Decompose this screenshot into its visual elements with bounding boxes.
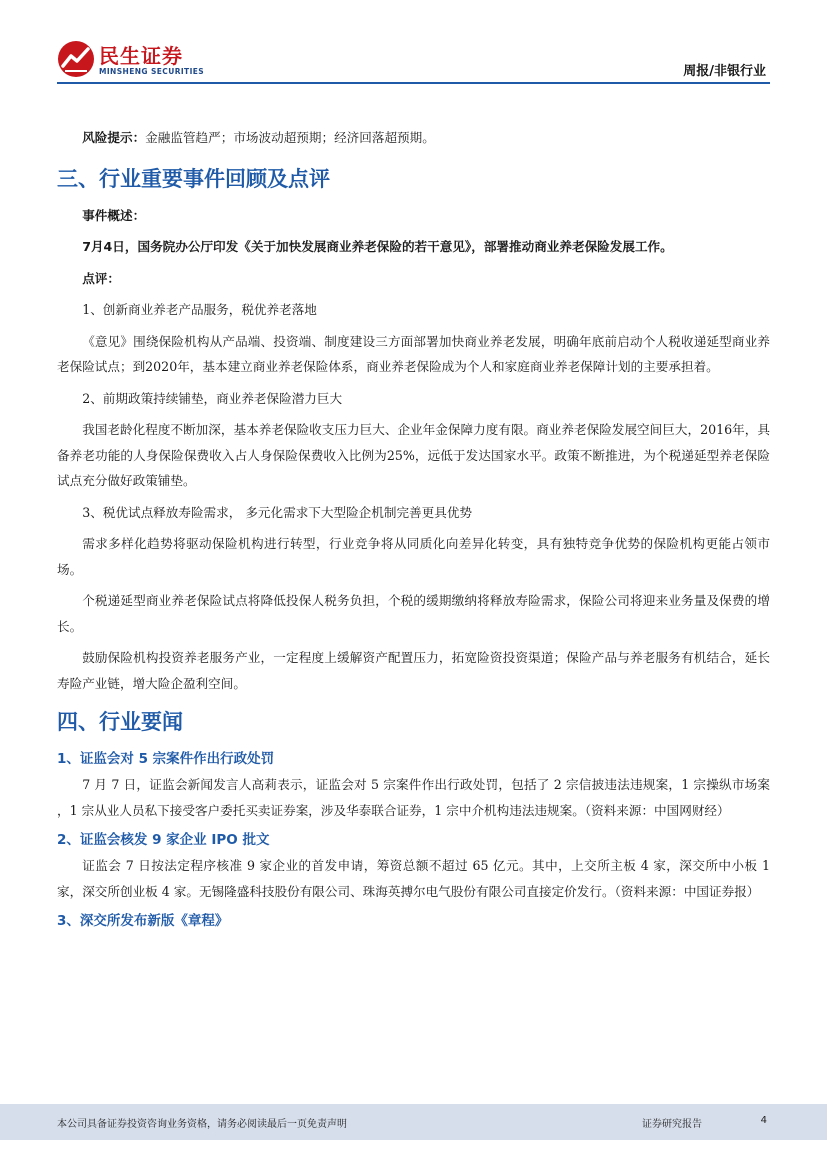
section4-title: 四、行业要闻 bbox=[57, 710, 183, 734]
point-title: 1、创新商业养老产品服务，税优养老落地 bbox=[82, 302, 317, 317]
risk-warning bbox=[57, 125, 770, 151]
news-title: 2、证监会核发 9 家企业 IPO 批文 bbox=[57, 832, 270, 848]
logo-text-en: MINSHENG SECURITIES bbox=[99, 67, 205, 76]
minsheng-logo-icon bbox=[57, 40, 95, 78]
report-type: 周报/非银行业 bbox=[683, 64, 766, 79]
point-paragraph: 我国老龄化程度不断加深，基本养老保险收支压力巨大、企业年金保障力度有限。商业养老保险发展空间巨大，2016年，具备养老功能的人身保险保费收入占人身保险保费收入比例为25%，远低于发达国家水平。政策不断推进，为个税递延型养老保险试点充分做好政策铺垫。 bbox=[57, 422, 770, 488]
news-title: 1、证监会对 5 宗案件作出行政处罚 bbox=[57, 751, 275, 767]
event-summary-text: 7月4日，国务院办公厅印发《关于加快发展商业养老保险的若干意见》，部署推动商业养老保险发展工作。 bbox=[82, 239, 673, 254]
page-header bbox=[57, 34, 770, 84]
risk-text: 金融监管趋严；市场波动超预期；经济回落超预期。 bbox=[145, 130, 435, 145]
point-paragraph: 需求多样化趋势将驱动保险机构进行转型，行业竞争将从同质化向差异化转变，具有独特竞争优势的保险机构更能占领市场。 bbox=[57, 536, 770, 577]
page-footer bbox=[0, 1104, 827, 1140]
logo-text-cn: 民生证券 bbox=[99, 44, 183, 68]
point-paragraph: 《意见》围绕保险机构从产品端、投资端、制度建设三方面部署加快商业养老发展，明确年底前启动个人税收递延型商业养老保险试点；到2020年，基本建立商业养老保险体系，商业养老保险成为个人和家庭商业养老保障计划的主要承担着。 bbox=[57, 333, 770, 374]
risk-label: 风险提示： bbox=[82, 130, 146, 145]
point-paragraph: 鼓励保险机构投资养老服务产业，一定程度上缓解资产配置压力，拓宽险资投资渠道；保险产品与养老服务有机结合，延长寿险产业链，增大险企盈利空间。 bbox=[57, 650, 770, 691]
news-text: 证监会 7 日按法定程序核准 9 家企业的首发申请，筹资总额不超过 65 亿元。其中，上交所主板 4 家，深交所中小板 1 家，深交所创业板 4 家。无锡隆盛科技股份有限公司、珠海英搏尔电气股份有限公司直接定价发行。（资料来源：中国证券报） bbox=[57, 858, 770, 899]
point-paragraph: 个税递延型商业养老保险试点将降低投保人税务负担，个税的缓期缴纳将释放寿险需求，保险公司将迎来业务量及保费的增长。 bbox=[57, 593, 770, 634]
page-content bbox=[57, 125, 770, 934]
footer-disclaimer: 本公司具备证券投资咨询业务资格，请务必阅读最后一页免责声明 bbox=[57, 1119, 347, 1130]
comment-label: 点评： bbox=[82, 270, 120, 286]
company-logo bbox=[57, 40, 207, 80]
header-divider bbox=[57, 82, 770, 84]
event-summary-label: 事件概述： bbox=[82, 207, 146, 223]
point-title: 2、前期政策持续铺垫，商业养老保险潜力巨大 bbox=[82, 390, 343, 406]
news-text: 7 月 7 日，证监会新闻发言人高莉表示，证监会对 5 宗案件作出行政处罚，包括了 2 宗信披违法违规案，1 宗操纵市场案 ，1 宗从业人员私下接受客户委托买卖证券案，涉及华泰联合证券，1 宗中介机构违法违规案。（资料来源：中国网财经） bbox=[57, 777, 770, 818]
news-title: 3、深交所发布新版《章程》 bbox=[57, 913, 229, 929]
footer-doc-type: 证券研究报告 bbox=[642, 1119, 702, 1130]
point-title: 3、税优试点释放寿险需求， 多元化需求下大型险企机制完善更具优势 bbox=[82, 504, 473, 520]
section3-title: 三、行业重要事件回顾及点评 bbox=[57, 166, 330, 191]
page-number: 4 bbox=[760, 1115, 767, 1126]
